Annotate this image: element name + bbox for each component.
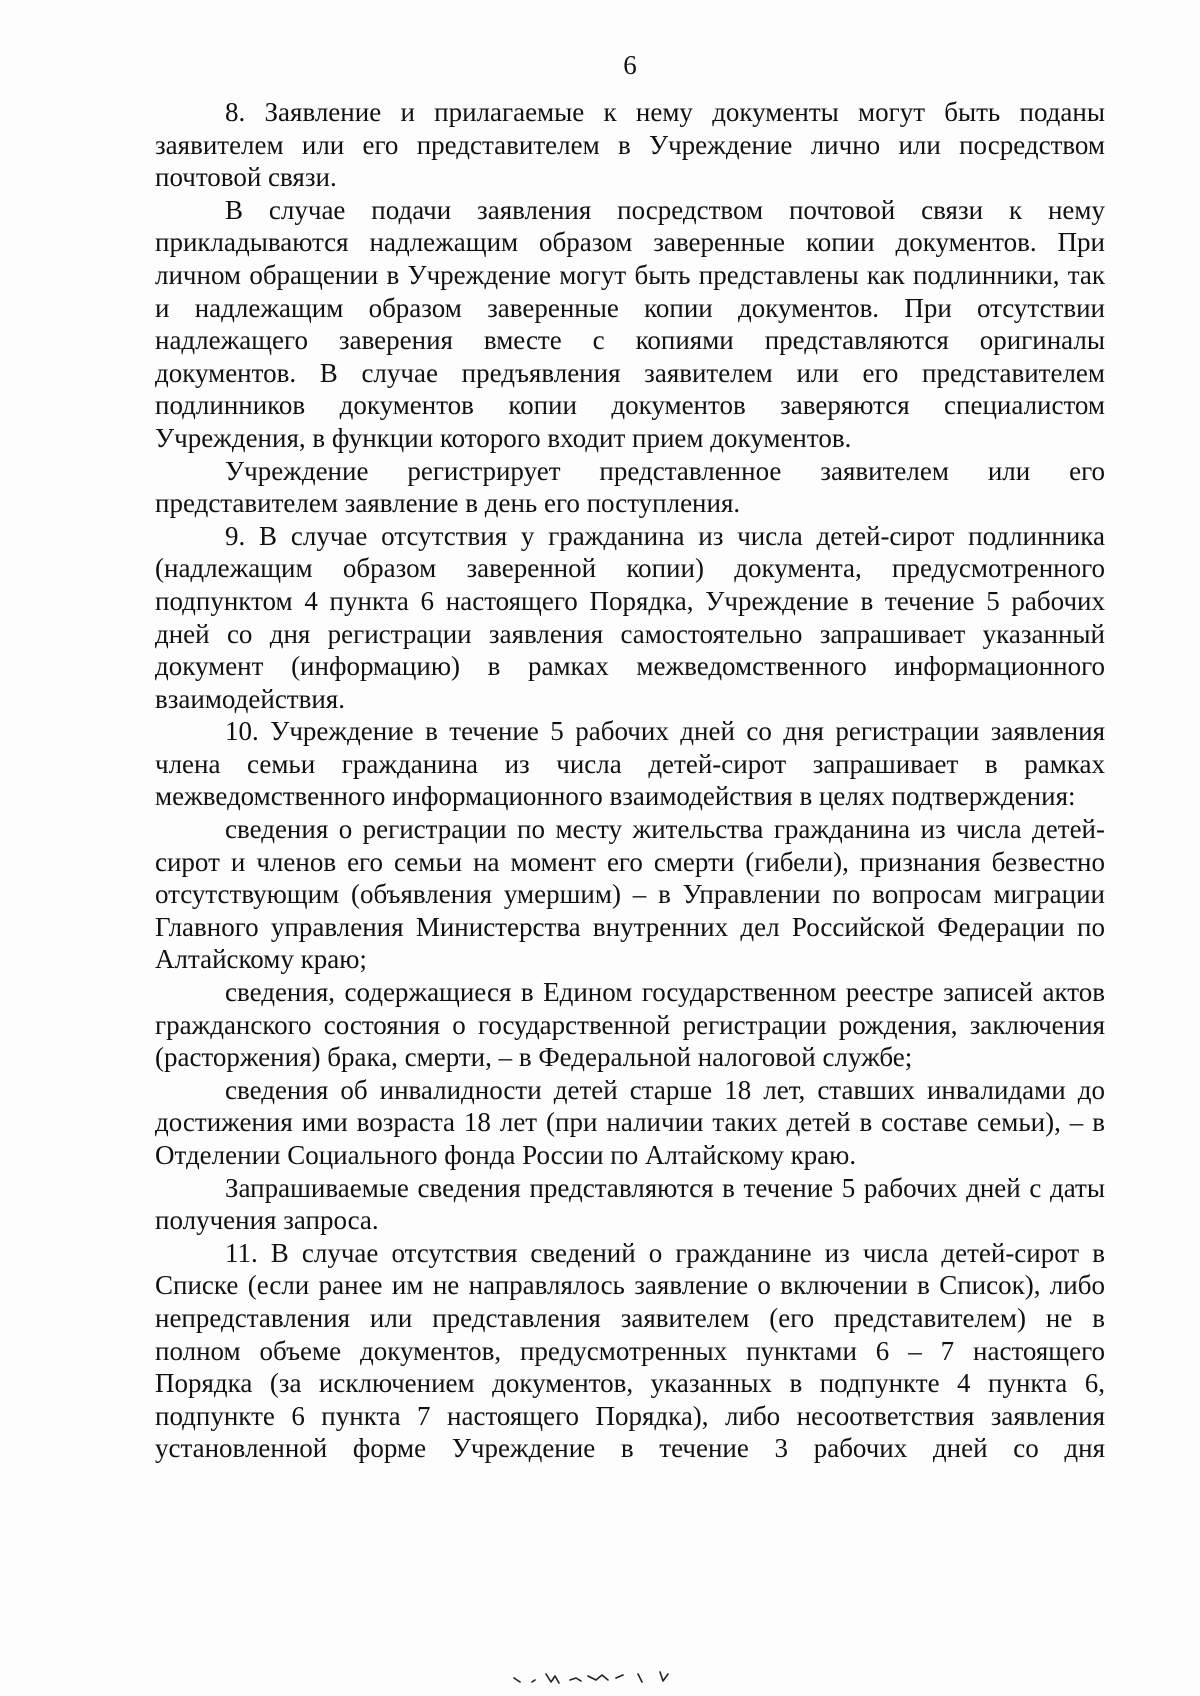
paragraph: В случае подачи заявления посредством почтовой связи к нему прикладываются надлежащим образом заверенные копии документов. При личном обращении в Учреждение могут быть представлены как подлинники, так и надлежащим образом заверенные копии документов. При отсутствии надлежащего заверения вместе с копиями представляются оригиналы документов. В случае предъявления заявителем или его представителем подлинников документов копии документов заверяются специалистом Учреждения, в функции которого входит прием документов. (155, 194, 1105, 453)
page-number: 6 (623, 50, 637, 80)
paragraph: 9. В случае отсутствия у гражданина из числа детей-сирот подлинника (надлежащим образом заверенной копии) документа, предусмотренного подпунктом 4 пункта 6 настоящего Порядка, Учреждение в течение 5 рабочих дней со дня регистрации заявления самостоятельно запрашивает указанный документ (информацию) в рамках межведомственного информационного взаимодействия. (155, 520, 1105, 714)
paragraph: 10. Учреждение в течение 5 рабочих дней со дня регистрации заявления члена семьи гражданина из числа детей-сирот запрашивает в рамках межведомственного информационного взаимодействия в целях подтверждения: (155, 716, 1105, 812)
paragraph: сведения о регистрации по месту жительства гражданина из числа детей-сирот и членов его семьи на момент его смерти (гибели), признания безвестно отсутствующим (объявления умершим) – в Управлении по вопросам миграции Главного управления Министерства внутренних дел Российской Федерации по Алтайскому краю; (155, 814, 1105, 975)
paragraph: Учреждение регистрирует представленное заявителем или его представителем заявление в день его поступления. (155, 455, 1105, 519)
paragraph: сведения, содержащиеся в Едином государственном реестре записей актов гражданского состояния о государственной регистрации рождения, заключения (расторжения) брака, смерти, – в Федеральной налоговой службе; (155, 977, 1105, 1073)
paragraph: 11. В случае отсутствия сведений о гражданине из числа детей-сирот в Списке (если ранее им не направлялось заявление о включении в Список), либо непредставления или представления заявителем (его представителем) не в полном объеме документов, предусмотренных пунктами 6 – 7 настоящего Порядка (за исключением документов, указанных в подпункте 4 пункта 6, подпункте 6 пункта 7 настоящего Порядка), либо несоответствия заявления установленной форме Учреждение в течение 3 рабочих дней со дня (155, 1237, 1105, 1464)
paragraph: 8. Заявление и прилагаемые к нему документы могут быть поданы заявителем или его представителем в Учреждение лично или посредством почтовой связи. (155, 97, 1105, 193)
handwritten-mark (510, 1660, 740, 1690)
document-body (155, 96, 1105, 1465)
paragraph: сведения об инвалидности детей старше 18 лет, ставших инвалидами до достижения ими возраста 18 лет (при наличии таких детей в составе семьи), – в Отделении Социального фонда России по Алтайскому краю. (155, 1074, 1105, 1170)
paragraph: Запрашиваемые сведения представляются в течение 5 рабочих дней с даты получения запроса. (155, 1172, 1105, 1236)
